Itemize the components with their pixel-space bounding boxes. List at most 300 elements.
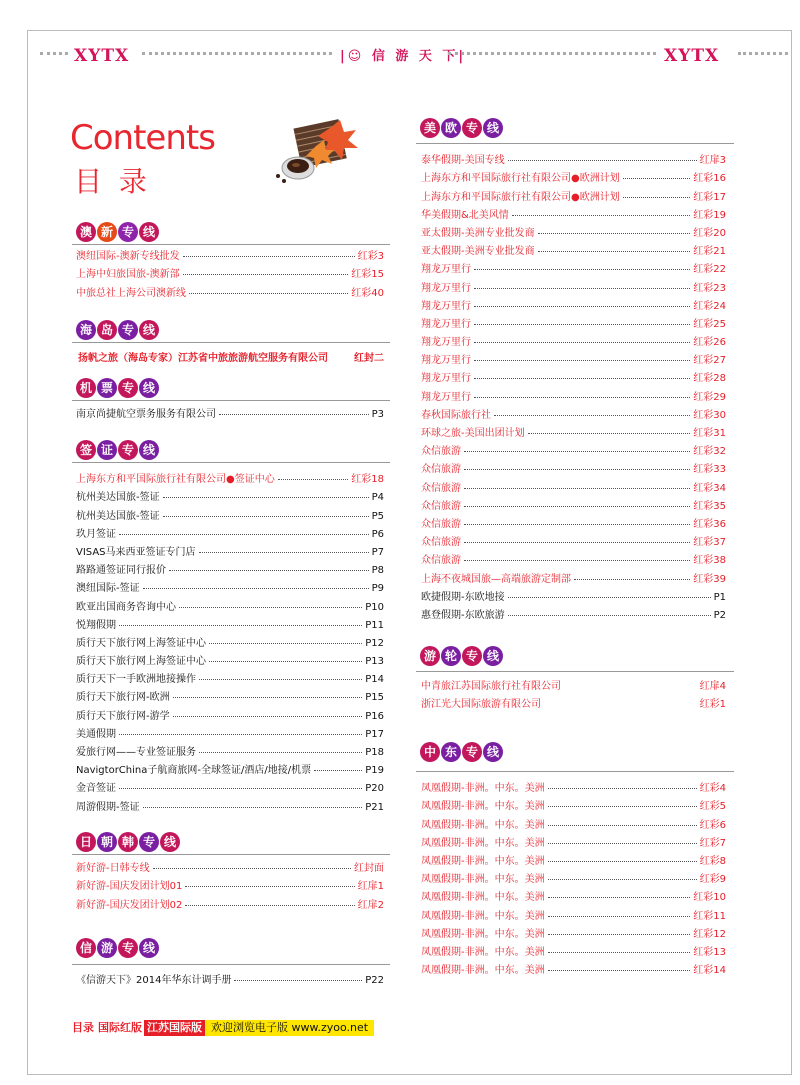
entry-page: 红彩13 — [693, 946, 726, 958]
toc-entry[interactable] — [76, 685, 384, 703]
toc-entry[interactable] — [76, 631, 384, 649]
entry-page: P10 — [365, 601, 384, 613]
toc-entry[interactable] — [76, 522, 384, 540]
entry-page: 红彩40 — [351, 287, 384, 299]
toc-entry[interactable] — [76, 262, 384, 280]
contents-title-cn: 目 录 — [74, 165, 151, 198]
entry-name: 亚太假期-美洲专业批发商 — [421, 227, 535, 239]
leader-dots — [474, 360, 690, 361]
leader-dots — [199, 752, 362, 753]
leader-dots — [474, 324, 690, 325]
toc-entry[interactable] — [421, 548, 726, 566]
heading-char: 专 — [118, 222, 138, 242]
heading-char: 线 — [139, 378, 159, 398]
toc-entry[interactable] — [421, 330, 726, 348]
toc-entry[interactable] — [421, 849, 726, 867]
section-rule — [72, 854, 390, 855]
toc-entry[interactable] — [421, 221, 726, 239]
entry-name: 众信旅游 — [421, 555, 461, 567]
toc-entry[interactable] — [421, 794, 726, 812]
entry-name: 质行天下旅行网上海签证中心 — [76, 656, 206, 668]
entry-page: 红彩33 — [693, 464, 726, 476]
footer-label-contents: 目录 — [72, 1021, 94, 1034]
leader-dots — [143, 807, 363, 808]
entry-page: 红彩25 — [693, 318, 726, 330]
leader-dots — [464, 560, 690, 561]
list-meiou — [421, 148, 726, 621]
toc-entry[interactable] — [421, 603, 726, 621]
entry-name: 新好游-国庆发团计划02 — [76, 899, 183, 911]
list-qianzheng — [76, 467, 384, 813]
entry-page: 红彩38 — [693, 555, 726, 567]
toc-entry[interactable] — [421, 348, 726, 366]
entry-page: P2 — [713, 609, 726, 621]
entry-name: 上海东方和平国际旅行社有限公司●签证中心 — [76, 474, 275, 486]
entry-name: 浙江光大国际旅游有限公司 — [421, 699, 541, 711]
toc-entry[interactable] — [76, 667, 384, 685]
entry-name: 欧亚出国商务咨询中心 — [76, 601, 176, 613]
entry-name: VISAS马来西亚签证专门店 — [76, 546, 196, 558]
toc-entry[interactable] — [76, 874, 384, 892]
toc-entry[interactable] — [76, 776, 384, 794]
leader-dots — [474, 397, 690, 398]
header-center-title: |☺ 信 游 天 下| — [340, 49, 467, 64]
toc-entry[interactable] — [421, 403, 726, 421]
toc-entry[interactable] — [421, 958, 726, 976]
toc-entry[interactable] — [76, 576, 384, 594]
entry-page: P20 — [365, 783, 384, 795]
entry-name: 上海东方和平国际旅行社有限公司●欧洲计划 — [421, 173, 620, 185]
footer-label-edition: 国际红版 — [98, 1021, 142, 1034]
toc-entry[interactable] — [421, 257, 726, 275]
heading-char: 美 — [420, 118, 440, 138]
entry-page: 红彩17 — [693, 191, 726, 203]
leader-dots — [119, 788, 362, 789]
toc-entry[interactable] — [421, 239, 726, 257]
entry-page: P4 — [371, 492, 384, 504]
entry-name: 扬帆之旅（海岛专家）江苏省中旅旅游航空服务有限公司 — [78, 353, 328, 365]
toc-entry[interactable] — [421, 922, 726, 940]
toc-entry[interactable] — [421, 439, 726, 457]
heading-char: 线 — [139, 938, 159, 958]
leader-dots — [119, 625, 362, 626]
toc-entry[interactable] — [421, 494, 726, 512]
toc-entry[interactable] — [421, 512, 726, 530]
section-rule — [416, 143, 734, 144]
entry-name: 翔龙万里行 — [421, 318, 471, 330]
toc-entry[interactable] — [421, 566, 726, 584]
entry-name: 《信游天下》2014年华东计调手册 — [76, 975, 232, 987]
entry-name: 众信旅游 — [421, 518, 461, 530]
entry-name: 美通假期 — [76, 728, 116, 740]
heading-char: 欧 — [441, 118, 461, 138]
leader-dots — [548, 952, 691, 953]
entry-name: 凤凰假期-非洲。中东。美洲 — [421, 801, 545, 813]
entry-name: 翔龙万里行 — [421, 391, 471, 403]
toc-entry[interactable] — [76, 968, 384, 986]
entry-page: 红彩14 — [693, 965, 726, 977]
list-xinyou — [76, 968, 384, 986]
heading-char: 海 — [76, 320, 96, 340]
entry-name: 路路通签证同行报价 — [76, 565, 166, 577]
heading-char: 专 — [462, 118, 482, 138]
entry-name: 凤凰假期-非洲。中东。美洲 — [421, 837, 545, 849]
entry-page: P17 — [365, 728, 384, 740]
entry-name: 新好游-日韩专线 — [76, 863, 150, 875]
toc-entry[interactable] — [421, 903, 726, 921]
heading-char: 岛 — [97, 320, 117, 340]
section-rule — [72, 462, 390, 463]
header-dots-mid-left — [142, 52, 332, 55]
entry-page: P14 — [365, 674, 384, 686]
toc-entry[interactable] — [76, 540, 384, 558]
toc-entry[interactable] — [76, 244, 384, 262]
leader-dots — [548, 843, 697, 844]
leader-dots — [623, 178, 691, 179]
heading-char: 票 — [97, 378, 117, 398]
leader-dots — [183, 256, 355, 257]
entry-page: P3 — [371, 409, 384, 421]
entry-name: 中青旅江苏国际旅行社有限公司 — [421, 681, 561, 693]
leader-dots — [508, 615, 711, 616]
entry-name: 质行天下旅行网-游学 — [76, 710, 170, 722]
header-dots-right — [738, 52, 788, 55]
leader-dots — [199, 552, 369, 553]
entry-page: P12 — [365, 637, 384, 649]
toc-entry[interactable] — [78, 346, 384, 364]
entry-name: 环球之旅-美国出团计划 — [421, 428, 525, 439]
leader-dots — [474, 378, 690, 379]
toc-entry[interactable] — [76, 649, 384, 667]
toc-entry[interactable] — [421, 776, 726, 794]
entry-name: 中旅总社上海公司澳新线 — [76, 287, 186, 299]
list-haidao — [78, 346, 384, 364]
heading-char: 朝 — [97, 832, 117, 852]
footer-label-jiangsu: 江苏国际版 — [144, 1020, 205, 1036]
leader-dots — [183, 274, 349, 275]
entry-page: 红彩36 — [693, 518, 726, 530]
entry-name: 众信旅游 — [421, 537, 461, 549]
section-heading-qianzheng — [76, 440, 159, 460]
entry-name: 华美假期&北美风情 — [421, 209, 509, 221]
entry-page: 红彩11 — [693, 910, 726, 922]
heading-char: 线 — [483, 646, 503, 666]
heading-char: 专 — [462, 742, 482, 762]
leader-dots — [173, 716, 363, 717]
entry-name: 澳纽国际-签证 — [76, 583, 140, 595]
toc-entry[interactable] — [76, 503, 384, 521]
toc-entry[interactable] — [421, 184, 726, 202]
entry-page: 红彩16 — [693, 173, 726, 185]
leader-dots — [512, 215, 690, 216]
heading-char: 专 — [118, 320, 138, 340]
leader-dots — [119, 734, 362, 735]
toc-entry[interactable] — [421, 867, 726, 885]
leader-dots — [173, 697, 363, 698]
leader-dots — [528, 433, 691, 434]
heading-char: 线 — [483, 118, 503, 138]
entry-name: 悦翔假期 — [76, 619, 116, 631]
entry-page: 红彩4 — [699, 783, 726, 795]
heading-char: 证 — [97, 440, 117, 460]
toc-entry[interactable] — [421, 831, 726, 849]
heading-char: 韩 — [118, 832, 138, 852]
entry-name: 众信旅游 — [421, 500, 461, 512]
toc-entry[interactable] — [421, 166, 726, 184]
toc-entry[interactable] — [76, 485, 384, 503]
leader-dots — [209, 643, 362, 644]
toc-entry[interactable] — [421, 203, 726, 221]
leader-dots — [153, 868, 351, 869]
leader-dots — [314, 770, 362, 771]
entry-page: 红封面 — [354, 863, 384, 875]
toc-entry[interactable] — [421, 421, 726, 439]
toc-entry[interactable] — [421, 885, 726, 903]
leader-dots — [508, 160, 697, 161]
section-heading-youlun — [420, 646, 503, 666]
entry-page: P18 — [365, 747, 384, 758]
toc-entry[interactable] — [421, 812, 726, 830]
leader-dots — [464, 506, 690, 507]
entry-page: P16 — [365, 710, 384, 722]
section-rule — [416, 771, 734, 772]
leader-dots — [538, 233, 691, 234]
entry-page: P6 — [371, 528, 384, 540]
toc-entry[interactable] — [76, 703, 384, 721]
entry-name: 亚太假期-美洲专业批发商 — [421, 246, 535, 258]
section-heading-jipiao — [76, 378, 159, 398]
entry-page: 红彩21 — [693, 246, 726, 258]
entry-page: 红彩35 — [693, 500, 726, 512]
entry-page: 红彩8 — [699, 855, 726, 867]
toc-entry[interactable] — [76, 402, 384, 420]
leader-dots — [548, 970, 691, 971]
leader-dots — [548, 897, 691, 898]
entry-page: P5 — [371, 510, 384, 522]
leader-dots — [234, 980, 362, 981]
leader-dots — [119, 534, 369, 535]
list-zhongdong — [421, 776, 726, 976]
entry-name: 杭州美达国旅-签证 — [76, 510, 160, 522]
entry-name: 翔龙万里行 — [421, 300, 471, 312]
entry-page: 红彩34 — [693, 482, 726, 494]
entry-name: 翔龙万里行 — [421, 373, 471, 385]
leader-dots — [464, 469, 690, 470]
section-heading-rihan — [76, 832, 180, 852]
entry-page: 红扉2 — [357, 899, 384, 911]
leader-dots — [474, 269, 690, 270]
toc-entry[interactable] — [421, 674, 726, 692]
entry-name: 质行天下一手欧洲地接操作 — [76, 674, 196, 686]
entry-name: 凤凰假期-非洲。中东。美洲 — [421, 965, 545, 977]
toc-entry[interactable] — [76, 280, 384, 298]
section-rule — [416, 671, 734, 672]
entry-name: 翔龙万里行 — [421, 264, 471, 276]
toc-entry[interactable] — [76, 467, 384, 485]
heading-char: 线 — [483, 742, 503, 762]
entry-name: 凤凰假期-非洲。中东。美洲 — [421, 819, 545, 831]
entry-name: 玖月签证 — [76, 528, 116, 540]
entry-name: 南京尚捷航空票务服务有限公司 — [76, 409, 216, 421]
header-dots-mid-right — [448, 52, 656, 55]
leader-dots — [219, 414, 369, 415]
toc-entry[interactable] — [421, 940, 726, 958]
entry-page: 红彩32 — [693, 446, 726, 458]
leader-dots — [464, 542, 690, 543]
toc-entry[interactable] — [76, 794, 384, 812]
toc-entry[interactable] — [76, 856, 384, 874]
entry-page: P21 — [365, 801, 384, 813]
heading-char: 新 — [97, 222, 117, 242]
heading-char: 澳 — [76, 222, 96, 242]
section-heading-haidao — [76, 320, 159, 340]
entry-name: 众信旅游 — [421, 446, 461, 458]
entry-name: 新好游-国庆发团计划01 — [76, 881, 183, 893]
entry-page: 红彩28 — [693, 373, 726, 385]
leader-dots — [464, 524, 690, 525]
heading-char: 专 — [139, 832, 159, 852]
toc-entry[interactable] — [76, 613, 384, 631]
coffee-leaves-decoration — [268, 118, 360, 188]
entry-name: 翔龙万里行 — [421, 355, 471, 367]
section-heading-xinyou — [76, 938, 159, 958]
toc-entry[interactable] — [421, 475, 726, 493]
entry-page: 红封二 — [354, 353, 384, 365]
entry-name: 翔龙万里行 — [421, 337, 471, 349]
toc-entry[interactable] — [421, 457, 726, 475]
leader-dots — [474, 288, 690, 289]
entry-page: P9 — [371, 583, 384, 595]
entry-page: 红彩31 — [693, 428, 726, 439]
toc-entry[interactable] — [421, 692, 726, 710]
toc-entry[interactable] — [421, 585, 726, 603]
toc-entry[interactable] — [421, 384, 726, 402]
leader-dots — [464, 488, 690, 489]
entry-name: 春秋国际旅行社 — [421, 409, 491, 421]
leader-dots — [185, 886, 354, 887]
toc-entry[interactable] — [421, 530, 726, 548]
entry-page: 红彩26 — [693, 337, 726, 349]
leader-dots — [548, 806, 697, 807]
toc-entry[interactable] — [76, 722, 384, 740]
leader-dots — [548, 916, 691, 917]
leader-dots — [185, 905, 354, 906]
leader-dots — [163, 497, 369, 498]
entry-name: 杭州美达国旅-签证 — [76, 492, 160, 504]
entry-page: P13 — [365, 656, 384, 668]
leader-dots — [278, 479, 349, 480]
entry-page: 红彩18 — [351, 474, 384, 486]
header-brand-right: XYTX — [664, 46, 720, 66]
header-dots-left — [40, 52, 68, 55]
entry-name: 众信旅游 — [421, 464, 461, 476]
heading-char: 专 — [462, 646, 482, 666]
leader-dots — [209, 661, 362, 662]
toc-entry[interactable] — [421, 366, 726, 384]
entry-page: P1 — [713, 591, 726, 603]
leader-dots — [548, 934, 691, 935]
toc-entry[interactable] — [76, 892, 384, 910]
heading-char: 游 — [420, 646, 440, 666]
heading-char: 游 — [97, 938, 117, 958]
entry-name: 金音签证 — [76, 783, 116, 795]
leader-dots — [474, 342, 690, 343]
entry-page: P7 — [371, 546, 384, 558]
section-heading-meiou — [420, 118, 503, 138]
entry-page: 红彩3 — [357, 251, 384, 263]
entry-name: 凤凰假期-非洲。中东。美洲 — [421, 783, 545, 795]
entry-page: P11 — [365, 619, 384, 631]
contents-title: Contents — [70, 118, 215, 158]
entry-name: 爱旅行网——专业签证服务 — [76, 747, 196, 758]
entry-name: 惠登假期-东欧旅游 — [421, 609, 505, 621]
toc-entry[interactable] — [421, 294, 726, 312]
entry-name: 凤凰假期-非洲。中东。美洲 — [421, 892, 545, 904]
entry-name: 上海不夜城国旅—高端旅游定制部 — [421, 573, 571, 585]
entry-page: 红彩5 — [699, 801, 726, 813]
list-jipiao — [76, 402, 384, 420]
entry-page: 红扉4 — [699, 681, 726, 693]
leader-dots — [199, 679, 362, 680]
heading-char: 东 — [441, 742, 461, 762]
entry-page: P19 — [365, 765, 384, 777]
entry-page: 红彩22 — [693, 264, 726, 276]
heading-char: 专 — [118, 938, 138, 958]
entry-page: 红彩15 — [351, 269, 384, 281]
heading-char: 机 — [76, 378, 96, 398]
footer-website-link[interactable]: 欢迎浏览电子版 www.zyoo.net — [205, 1020, 374, 1036]
heading-char: 线 — [139, 320, 159, 340]
toc-entry[interactable] — [421, 312, 726, 330]
leader-dots — [169, 570, 369, 571]
entry-page: 红彩27 — [693, 355, 726, 367]
leader-dots — [143, 588, 369, 589]
entry-page: 红彩12 — [693, 928, 726, 940]
toc-entry[interactable] — [76, 740, 384, 758]
leader-dots — [548, 788, 697, 789]
entry-page: 红彩6 — [699, 819, 726, 831]
leader-dots — [474, 306, 690, 307]
entry-page: 红彩1 — [699, 699, 726, 711]
heading-char: 日 — [76, 832, 96, 852]
heading-char: 线 — [160, 832, 180, 852]
entry-page: 红彩10 — [693, 892, 726, 904]
leader-dots — [189, 293, 348, 294]
toc-entry[interactable] — [421, 275, 726, 293]
heading-char: 签 — [76, 440, 96, 460]
entry-page: 红扉3 — [699, 155, 726, 167]
section-rule — [72, 400, 390, 401]
section-rule — [72, 964, 390, 965]
leader-dots — [548, 861, 697, 862]
entry-page: 红彩23 — [693, 282, 726, 294]
entry-name: 凤凰假期-非洲。中东。美洲 — [421, 928, 545, 940]
section-heading-aoxin — [76, 222, 159, 242]
entry-name: 澳纽国际-澳新专线批发 — [76, 251, 180, 263]
entry-page: 红彩39 — [693, 573, 726, 585]
entry-name: 凤凰假期-非洲。中东。美洲 — [421, 855, 545, 867]
entry-page: 红彩37 — [693, 537, 726, 549]
page-footer — [72, 1020, 374, 1036]
section-heading-zhongdong — [420, 742, 503, 762]
toc-entry[interactable] — [76, 758, 384, 776]
entry-name: 质行天下旅行网-欧洲 — [76, 692, 170, 704]
entry-name: 凤凰假期-非洲。中东。美洲 — [421, 910, 545, 922]
toc-entry[interactable] — [76, 558, 384, 576]
toc-entry[interactable] — [76, 594, 384, 612]
leader-dots — [179, 607, 362, 608]
toc-entry[interactable] — [421, 148, 726, 166]
